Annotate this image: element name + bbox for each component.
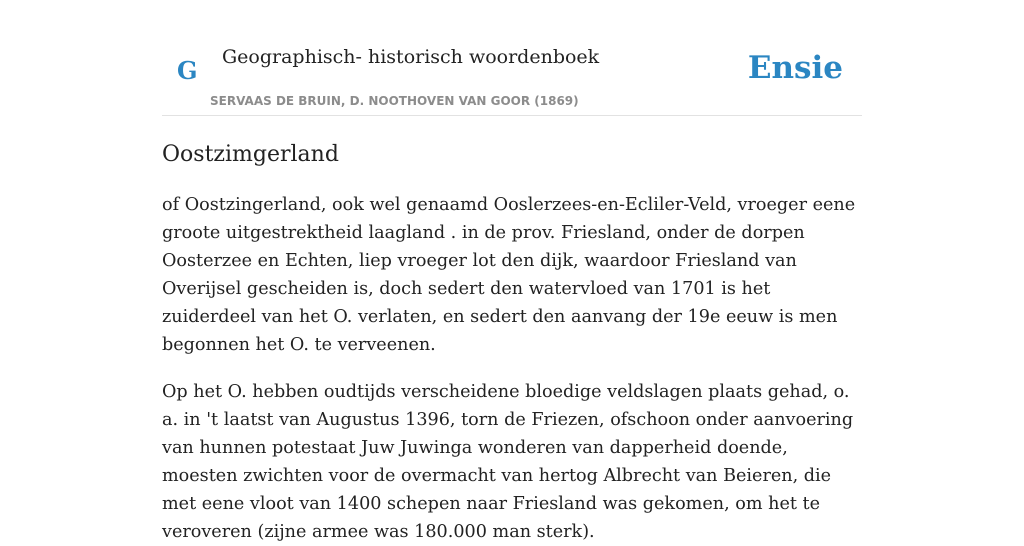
ensie-logo-link[interactable]: Ensie	[747, 50, 843, 86]
book-author: SERVAAS DE BRUIN, D. NOOTHOVEN VAN GOOR (1869)	[210, 94, 579, 108]
entry-paragraph: Op het O. hebben oudtijds verscheidene bloedige veldslagen plaats gehad, o. a. in 't laatst van Augustus 1396, torn de Friezen, ofschoon onder aanvoering van hunnen potestaat Juw Juwinga wonderen van dapperheid doende, moesten zwichten voor de overmacht van hertog Albrecht van Beieren, die met eene vloot van 1400 schepen naar Friesland was gekomen, om het te veroveren (zijne armee was 180.000 man sterk).	[162, 382, 854, 542]
entry-body	[162, 191, 862, 546]
book-title-link[interactable]: Geographisch- historisch woordenboek	[222, 46, 600, 68]
book-header	[162, 0, 862, 116]
entry-title: Oostzimgerland	[162, 142, 339, 167]
entry-paragraph: of Oostzingerland, ook wel genaamd Ooslerzees-en-Ecliler-Veld, vroeger eene groote uitgestrektheid laagland . in de prov. Friesland, onder de dorpen Oosterzee en Echten, liep vroeger lot den dijk, waardoor Friesland van Overijsel gescheiden is, doch sedert den watervloed van 1701 is het zuiderdeel van het O. verlaten, en sedert den aanvang der 19e eeuw is men begonnen het O. te verveenen.	[162, 195, 856, 355]
book-initial-badge[interactable]: G	[177, 56, 198, 85]
page	[162, 0, 862, 546]
